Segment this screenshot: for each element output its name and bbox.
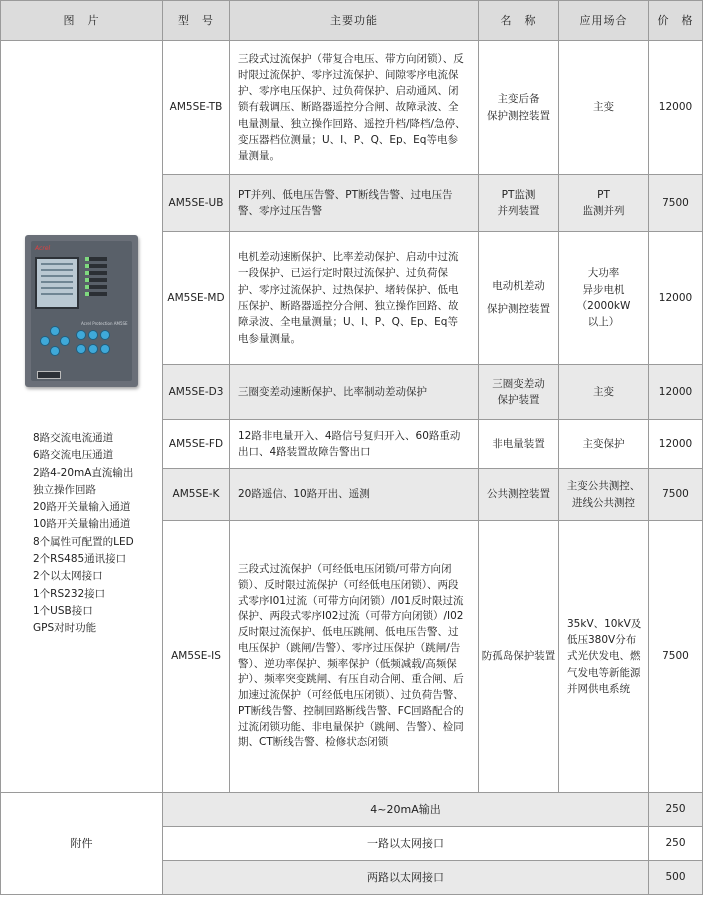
device-screen [35, 257, 79, 309]
name-cell: PT监测 并列装置 [479, 175, 559, 232]
function-cell: 12路非电量开入、4路信号复归开入、60路重动出口、4路装置故障告警出口 [230, 420, 479, 469]
header-application: 应用场合 [559, 1, 649, 41]
feature-item: 1个USB接口 [33, 604, 93, 617]
picture-cell [1, 41, 163, 793]
header-model: 型 号 [163, 1, 230, 41]
device-led-panel [85, 257, 107, 299]
device-brand: Acrel [35, 245, 51, 252]
function-cell: 三圈变差动速断保护、比率制动差动保护 [230, 365, 479, 420]
model-cell: AM5SE-TB [163, 41, 230, 175]
accessory-name: 4~20mA输出 [163, 793, 649, 827]
price-cell: 12000 [649, 41, 703, 175]
feature-item: 8个属性可配置的LED [33, 535, 134, 548]
application-cell: 主变公共测控、 进线公共测控 [559, 469, 649, 521]
accessory-row [1, 793, 703, 827]
header-price: 价 格 [649, 1, 703, 41]
accessory-label: 附件 [1, 793, 163, 895]
application-cell: 主变保护 [559, 420, 649, 469]
name-cell: 电动机差动 保护测控装置 [479, 232, 559, 365]
feature-item: 2个以太网接口 [33, 570, 103, 583]
header-function: 主要功能 [230, 1, 479, 41]
application-cell: 35kV、10kV及低压380V分布式光伏发电、燃气发电等新能源并网供电系统 [559, 521, 649, 793]
device-image [25, 235, 138, 387]
function-cell: 电机差动速断保护、比率差动保护、启动中过流一段保护、已运行定时限过流保护、过负荷保护、零序过流保护、过热保护、堵转保护、低电压保护、断路器遥控分合闸、独立操作回路、故障录波、全电量测量；U、I、P、Q、Ep、Eq等电参量测量。 [230, 232, 479, 365]
price-cell: 12000 [649, 232, 703, 365]
price-cell: 7500 [649, 469, 703, 521]
model-cell: AM5SE-K [163, 469, 230, 521]
feature-item: 2路4-20mA直流输出 [33, 466, 134, 479]
accessory-price: 500 [649, 861, 703, 895]
application-cell: PT 监测并列 [559, 175, 649, 232]
function-cell: PT并列、低电压告警、PT断线告警、过电压告警、零序过压告警 [230, 175, 479, 232]
model-cell: AM5SE-MD [163, 232, 230, 365]
price-cell: 12000 [649, 365, 703, 420]
feature-item: 6路交流电压通道 [33, 449, 114, 462]
name-cell: 非电量装置 [479, 420, 559, 469]
accessory-price: 250 [649, 793, 703, 827]
feature-list [33, 430, 162, 638]
price-cell: 12000 [649, 420, 703, 469]
function-cell: 20路遥信、10路开出、遥测 [230, 469, 479, 521]
name-cell: 三圈变差动 保护装置 [479, 365, 559, 420]
name-cell: 公共测控装置 [479, 469, 559, 521]
device-port [37, 371, 61, 379]
application-cell: 大功率 异步电机 （2000kW 以上） [559, 232, 649, 365]
feature-item: 独立操作回路 [33, 483, 96, 496]
price-cell: 7500 [649, 175, 703, 232]
model-cell: AM5SE-UB [163, 175, 230, 232]
feature-item: 8路交流电流通道 [33, 432, 114, 444]
application-cell: 主变 [559, 41, 649, 175]
model-cell: AM5SE-FD [163, 420, 230, 469]
accessory-name: 两路以太网接口 [163, 861, 649, 895]
name-cell: 防孤岛保护装置 [479, 521, 559, 793]
feature-item: 1个RS232接口 [33, 587, 106, 600]
model-cell: AM5SE-IS [163, 521, 230, 793]
header-name: 名 称 [479, 1, 559, 41]
table-header-row [1, 1, 703, 41]
device-label: Acrel Protection AM5SE [81, 321, 128, 326]
function-cell: 三段式过流保护（可经低电压闭锁/可带方向闭锁）、反时限过流保护（可经低电压闭锁）、两段式零序I01过流（可带方向闭锁）/I01反时限过流保护、两段式零序I02过流（可带方向闭锁）/I02反时限过流保护、低电压跳闸、低电压告警、过电压保护（跳闸/告警）、零序过压保护（跳闸/告警）、逆功率保护、频率保护（低频减载/高频保护）、频率突变跳闸、有压自动合闸、重合闸、后加速过流保护（可经低电压闭锁）、过负荷告警、PT断线告警、控制回路断线告警、FC回路配合的过流闭锁功能、非电量保护（跳闸、告警）、检同期、CT断线告警、检修状态闭锁 [230, 521, 479, 793]
header-picture: 图 片 [1, 1, 163, 41]
name-cell: 主变后备 保护测控装置 [479, 41, 559, 175]
price-cell: 7500 [649, 521, 703, 793]
table-row [1, 41, 703, 175]
accessory-price: 250 [649, 827, 703, 861]
feature-item: 20路开关量输入通道 [33, 501, 131, 514]
feature-item: 10路开关量输出通道 [33, 518, 131, 531]
feature-item: GPS对时功能 [33, 622, 97, 635]
function-cell: 三段式过流保护（带复合电压、带方向闭锁）、反时限过流保护、零序过流保护、间隙零序电流保护、零序电压保护、过负荷保护、启动通风、闭锁有载调压、断路器遥控分合闸、故障录波、全电量测量、独立操作回路、遥控升档/降档/急停、变压器档位测量；U、I、P、Q、Ep、Eq等电参量测量。 [230, 41, 479, 175]
accessory-name: 一路以太网接口 [163, 827, 649, 861]
model-cell: AM5SE-D3 [163, 365, 230, 420]
feature-item: 2个RS485通讯接口 [33, 553, 127, 566]
application-cell: 主变 [559, 365, 649, 420]
